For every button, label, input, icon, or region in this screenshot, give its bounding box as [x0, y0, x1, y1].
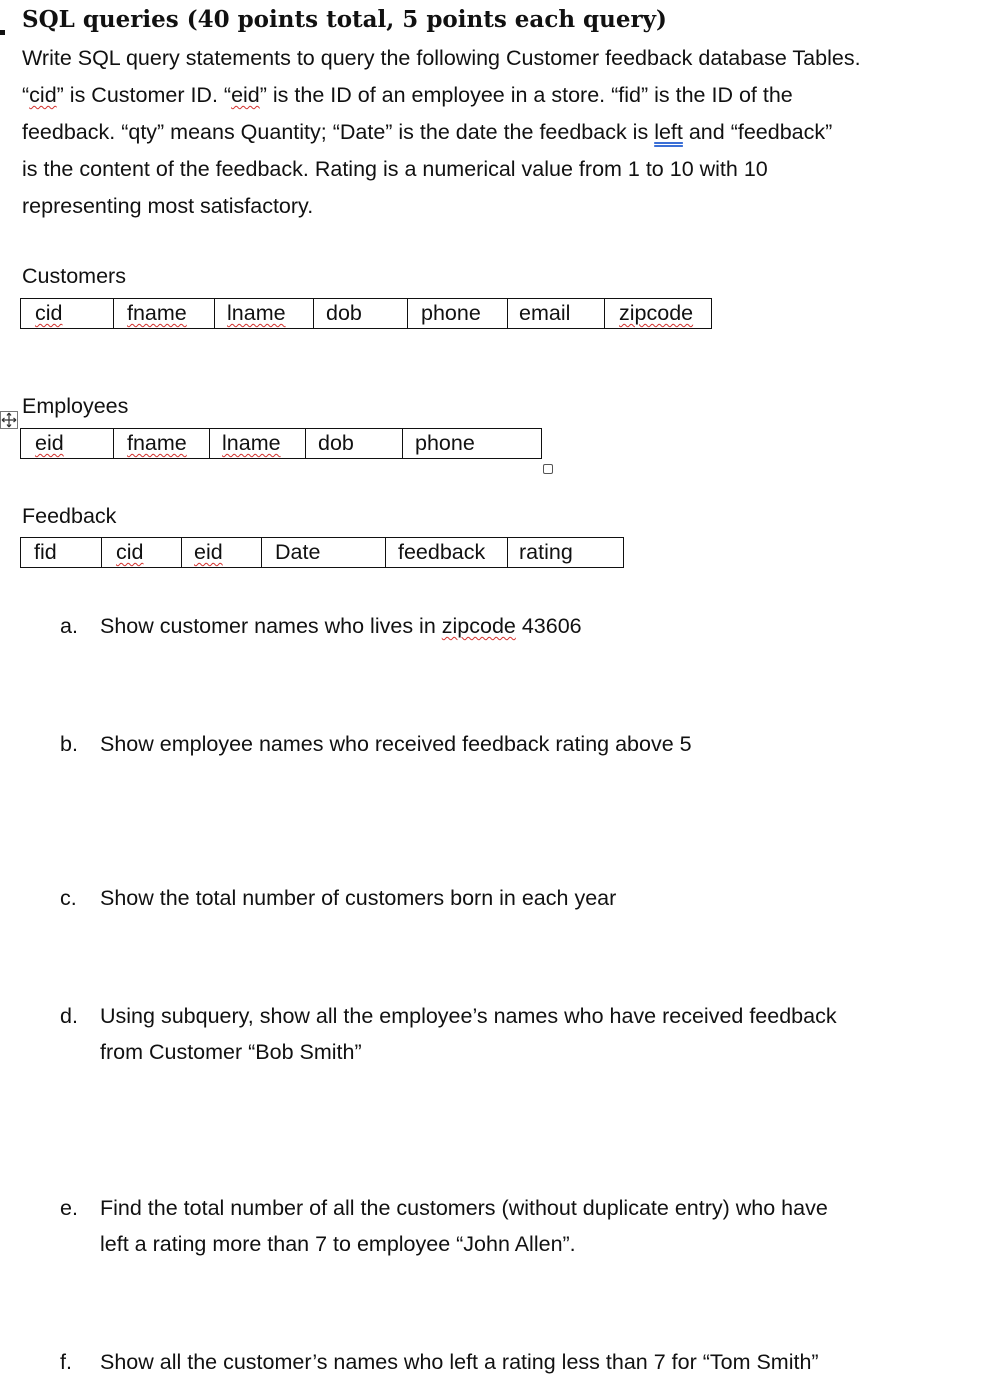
intro-paragraph [22, 40, 982, 225]
schema-cell[interactable] [113, 429, 209, 458]
question-text-part: Show customer names who lives in [100, 614, 442, 638]
question-f [60, 1344, 960, 1380]
question-c [60, 880, 960, 916]
schema-cell[interactable] [313, 299, 407, 328]
schema-cell[interactable] [209, 429, 305, 458]
schema-cell[interactable] [113, 299, 214, 328]
column-name: fid [34, 540, 57, 564]
column-name: fname [127, 431, 187, 455]
column-name: lname [227, 301, 286, 325]
intro-text: feedback. “qty” means Quantity; “Date” is the date the feedback is [22, 120, 655, 144]
question-letter: b. [60, 732, 78, 756]
intro-line-1: Write SQL query statements to query the following Customer feedback database Tables. [22, 46, 861, 70]
intro-line-5: representing most satisfactory. [22, 194, 314, 218]
spellcheck-word: zipcode [441, 614, 516, 638]
intro-text: “ [22, 83, 30, 107]
feedback-table-title: Feedback [22, 504, 117, 528]
question-text [100, 880, 960, 916]
question-letter: a. [60, 614, 78, 638]
schema-cell[interactable] [101, 538, 181, 567]
schema-cell[interactable] [407, 299, 507, 328]
employees-table-title: Employees [22, 394, 129, 418]
question-letter: f. [60, 1350, 72, 1374]
question-text [100, 726, 960, 762]
customers-table-title: Customers [22, 264, 126, 288]
column-name: email [519, 301, 571, 325]
question-b [60, 726, 960, 762]
question-text [100, 998, 960, 1070]
column-name: rating [519, 540, 573, 564]
schema-cell[interactable] [385, 538, 507, 567]
column-name: cid [35, 301, 63, 325]
column-name: cid [116, 540, 144, 564]
question-line: Show employee names who received feedback rating above 5 [100, 732, 692, 756]
intro-text: ” is Customer ID. “ [56, 83, 232, 107]
intro-text: ” is the ID of an employee in a store. “fid” is the ID of the [259, 83, 793, 107]
schema-cell[interactable] [21, 299, 113, 328]
question-a [60, 608, 960, 644]
heading-list-marker [0, 30, 5, 35]
question-text-part: 43606 [515, 614, 582, 638]
column-name: phone [415, 431, 475, 455]
schema-cell[interactable] [261, 538, 385, 567]
intro-line-4: is the content of the feedback. Rating is a numerical value from 1 to 10 with 10 [22, 157, 768, 181]
column-name: dob [318, 431, 354, 455]
intro-line-3 [22, 114, 982, 151]
question-line: Using subquery, show all the employee’s names who have received feedback [100, 1004, 837, 1028]
column-name: lname [222, 431, 281, 455]
schema-cell[interactable] [604, 299, 711, 328]
column-name: fname [127, 301, 187, 325]
question-e [60, 1190, 960, 1262]
column-name: eid [194, 540, 223, 564]
question-letter: c. [60, 886, 77, 910]
move-handle-icon[interactable] [0, 411, 18, 429]
column-name: phone [421, 301, 481, 325]
customers-schema-table[interactable] [20, 298, 712, 329]
spellcheck-word: cid [29, 83, 57, 107]
question-line: Show the total number of customers born in each year [100, 886, 617, 910]
schema-cell[interactable] [507, 299, 604, 328]
feedback-schema-table[interactable] [20, 537, 624, 568]
schema-cell[interactable] [181, 538, 261, 567]
column-name: eid [35, 431, 64, 455]
spellcheck-word: eid [231, 83, 260, 107]
section-heading: SQL queries (40 points total, 5 points each query) [22, 6, 667, 33]
intro-text: and “feedback” [682, 120, 833, 144]
question-letter: d. [60, 1004, 78, 1028]
schema-cell[interactable] [21, 538, 101, 567]
question-d [60, 998, 960, 1070]
employees-schema-table[interactable] [20, 428, 542, 459]
question-line [100, 608, 960, 644]
grammar-flag-word: left [654, 120, 683, 144]
column-name: dob [326, 301, 362, 325]
question-text [100, 1190, 960, 1262]
question-text [100, 1344, 960, 1380]
question-text [100, 608, 960, 644]
question-line: from Customer “Bob Smith” [100, 1040, 362, 1064]
question-line: Find the total number of all the customers (without duplicate entry) who have [100, 1196, 828, 1220]
schema-cell[interactable] [214, 299, 313, 328]
intro-line-2 [22, 77, 982, 114]
question-line: left a rating more than 7 to employee “John Allen”. [100, 1232, 576, 1256]
column-name: feedback [398, 540, 486, 564]
schema-cell[interactable] [402, 429, 541, 458]
column-name: Date [275, 540, 321, 564]
column-name: zipcode [619, 301, 694, 325]
table-resize-handle-icon[interactable] [543, 464, 553, 474]
schema-cell[interactable] [305, 429, 402, 458]
question-line: Show all the customer’s names who left a rating less than 7 for “Tom Smith” [100, 1350, 819, 1374]
schema-cell[interactable] [21, 429, 113, 458]
question-letter: e. [60, 1196, 78, 1220]
schema-cell[interactable] [507, 538, 623, 567]
